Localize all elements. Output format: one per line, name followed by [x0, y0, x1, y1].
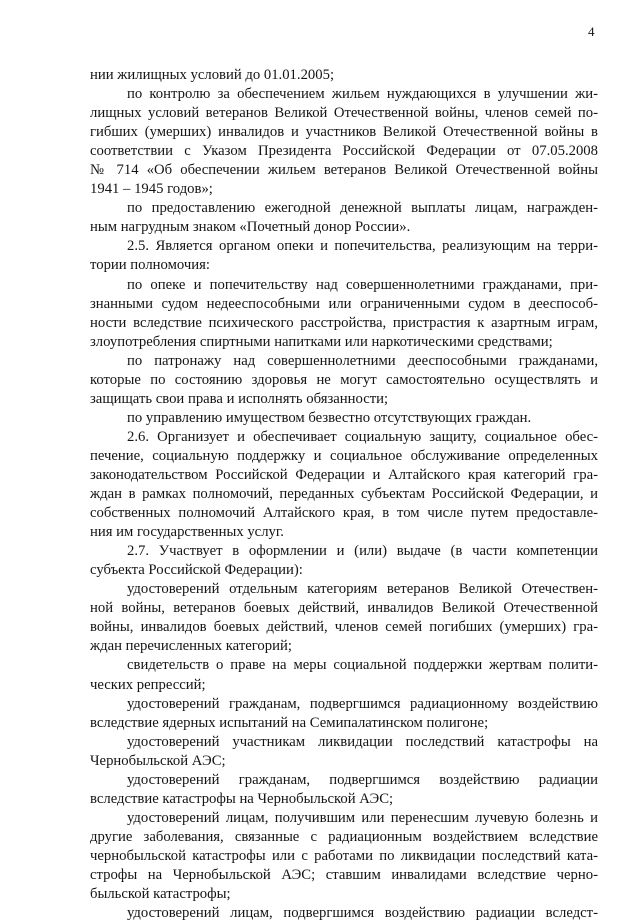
text-line: № 714 «Об обеспечении жильем ветеранов Великой Отечественной войны: [90, 162, 598, 179]
text-line: свидетельств о праве на меры социальной поддержки жертвам полити-: [127, 657, 598, 674]
text-line: ческих репрессий;: [90, 676, 206, 693]
text-line: знанными судом недееспособными или ограниченными судом в дееспособ-: [90, 295, 598, 312]
document-body: [90, 66, 598, 923]
text-line: 1941 – 1945 годов»;: [90, 181, 213, 198]
text-line: удостоверений лицам, подвергшимся воздействию радиации вследст-: [127, 905, 598, 922]
text-line: по опеке и попечительству над совершеннолетними гражданами, при-: [127, 276, 598, 293]
text-line: удостоверений отдельным категориям ветеранов Великой Отечествен-: [127, 581, 598, 598]
text-line: по управлению имуществом безвестно отсутствующих граждан.: [127, 409, 532, 426]
text-line: ным нагрудным знаком «Почетный донор России».: [90, 219, 411, 236]
text-line: 2.7. Участвует в оформлении и (или) выдаче (в части компетенции: [127, 543, 598, 560]
text-line: удостоверений участникам ликвидации последствий катастрофы на: [127, 733, 598, 750]
text-line: ждан перечисленных категорий;: [90, 638, 292, 655]
text-line: которые по состоянию здоровья не могут самостоятельно осуществлять и: [90, 371, 598, 388]
text-line: 2.6. Организует и обеспечивает социальную защиту, социальное обес-: [127, 428, 598, 445]
text-line: тории полномочия:: [90, 257, 210, 274]
text-line: чернобыльской катастрофы или с работами по ликвидации последствий ката-: [90, 847, 598, 864]
text-line: ной войны, ветеранов боевых действий, инвалидов Великой Отечественной: [90, 600, 598, 617]
text-line: нии жилищных условий до 01.01.2005;: [90, 67, 335, 83]
text-line: ждан в рамках полномочий, переданных субъектам Российской Федерации, и: [90, 486, 598, 503]
text-line: войны, инвалидов боевых действий, членов семей погибших (умерших) гра-: [90, 619, 598, 636]
text-line: другие заболевания, связанные с радиационным воздействием вследствие: [90, 828, 598, 845]
text-line: защищать свои права и исполнять обязанности;: [90, 390, 389, 407]
text-line: 2.5. Является органом опеки и попечительства, реализующим на терри-: [127, 238, 598, 255]
text-line: вследствие ядерных испытаний на Семипалатинском полигоне;: [90, 714, 489, 731]
text-line: соответствии с Указом Президента Российской Федерации от 07.05.2008: [90, 143, 598, 160]
text-line: собственных полномочий Алтайского края, в том числе путем предоставле-: [90, 505, 598, 522]
text-line: по контролю за обеспечением жильем нуждающихся в улучшении жи-: [127, 86, 598, 103]
text-line: строфы на Чернобыльской АЭС; ставшим инвалидами вследствие черно-: [90, 866, 598, 883]
text-line: ния им государственных услуг.: [90, 524, 284, 541]
page-number: 4: [588, 24, 595, 39]
text-line: гибших (умерших) инвалидов и участников Великой Отечественной войны в: [90, 124, 598, 141]
text-line: быльской катастрофы;: [90, 886, 231, 903]
text-line: удостоверений гражданам, подвергшимся радиационному воздействию: [127, 695, 598, 712]
text-line: вследствие катастрофы на Чернобыльской АЭС;: [90, 790, 394, 807]
text-line: по патронажу над совершеннолетними дееспособными гражданами,: [127, 352, 598, 369]
text-line: злоупотребления спиртными напитками или наркотическими средствами;: [90, 333, 553, 350]
text-line: удостоверений лицам, получившим или перенесшим лучевую болезнь и: [127, 809, 598, 826]
text-line: удостоверений гражданам, подвергшимся воздействию радиации: [127, 771, 598, 788]
text-line: субъекта Российской Федерации):: [90, 562, 303, 579]
text-line: Чернобыльской АЭС;: [90, 752, 226, 769]
text-line: печение, социальную поддержку и социальное обслуживание определенных: [90, 447, 598, 464]
text-line: законодательством Российской Федерации и Алтайского края категорий гра-: [90, 466, 598, 483]
text-line: по предоставлению ежегодной денежной выплаты лицам, награжден-: [127, 200, 598, 217]
text-line: лищных условий ветеранов Великой Отечественной войны, членов семей по-: [90, 105, 598, 122]
text-line: ности вследствие психического расстройства, пристрастия к азартным играм,: [90, 314, 598, 331]
